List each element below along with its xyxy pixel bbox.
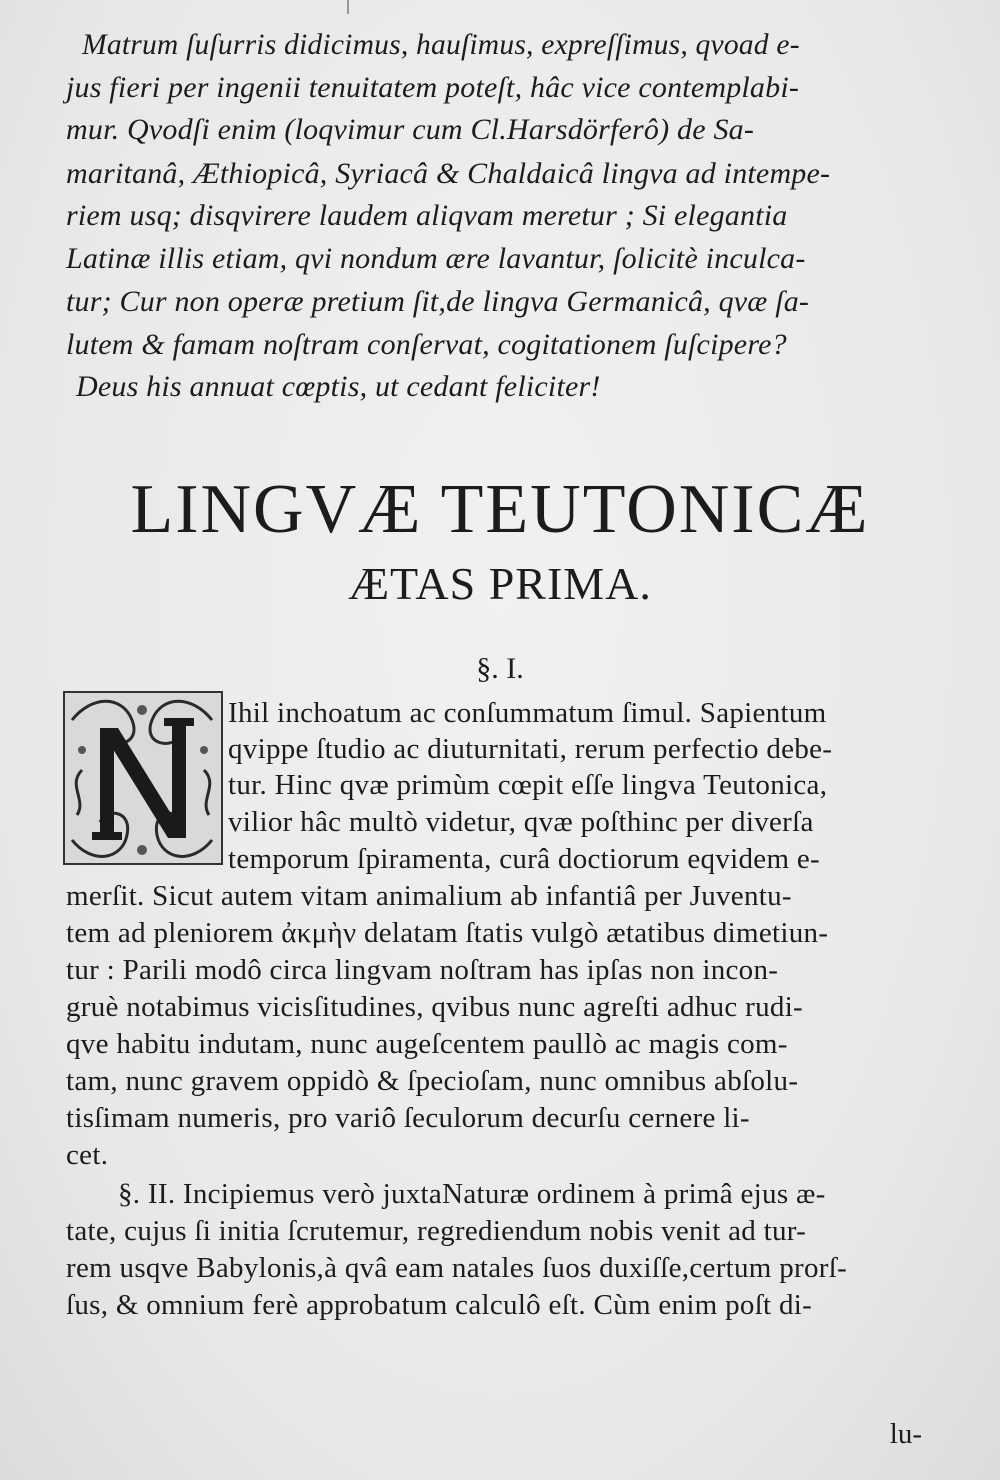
text-line: temporum ſpiramenta, curâ doctiorum eqvidem e- [228,843,820,875]
text-line: tur. Hinc qvæ primùm cœpit eſſe lingva Teutonica, [228,769,828,801]
text-line: ſus, & omnium ferè approbatum calculô eſt. Cùm enim poſt di- [66,1289,813,1321]
intro-line: Latinæ illis etiam, qvi nondum ære lavantur, ſolicitè inculca- [66,242,806,275]
ornamental-initial-n-icon [62,690,224,866]
svg-text:N: N [62,690,63,691]
text-line: §. II. Incipiemus verò juxtaNaturæ ordinem à primâ ejus æ- [118,1178,826,1210]
text-line: tem ad pleniorem ἀκμὴν delatam ſtatis vulgò ætatibus dimetiun- [66,917,829,949]
intro-line: lutem & famam noſtram conſervat, cogitationem ſuſcipere? [66,328,787,361]
text-line: tisſimam numeris, pro variô ſeculorum decurſu cernere li- [66,1102,750,1134]
intro-line: Matrum ſuſurris didicimus, hauſimus, expreſſimus, qvoad e- [82,28,800,61]
page-edge-mark [347,0,349,14]
catchword: lu- [889,1418,922,1450]
intro-line: tur; Cur non operæ pretium ſit,de lingva Germanicâ, qvæ ſa- [66,285,810,318]
text-line: vilior hâc multò videtur, qvæ poſthinc per diverſa [228,806,814,838]
intro-line: mur. Qvodſi enim (loqvimur cum Cl.Harsdörferô) de Sa- [66,113,755,146]
text-line: Ihil inchoatum ac conſummatum ſimul. Sapientum [228,697,827,729]
chapter-subtitle: ÆTAS PRIMA. [348,558,652,609]
text-line: tam, nunc gravem oppidò & ſpecioſam, nunc omnibus abſolu- [66,1065,799,1097]
text-line: merſit. Sicut autem vitam animalium ab infantiâ per Juventu- [66,880,792,912]
section-mark: §. I. [476,652,524,685]
text-line: gruè notabimus vicisſitudines, qvibus nunc agreſti adhuc rudi- [66,991,804,1023]
chapter-title: LINGVÆ TEUTONICÆ [130,471,870,548]
intro-line: riem usq; disqvirere laudem aliqvam meretur ; Si elegantia [66,199,788,232]
text-line: tur : Parili modô circa lingvam noſtram has ipſas non incon- [66,954,779,986]
text-line: rem usqve Babylonis,à qvâ eam natales ſuos duxiſſe,certum prorſ- [66,1252,848,1284]
intro-line: jus fieri per ingenii tenuitatem poteſt, hâc vice contemplabi- [66,71,800,104]
text-line: qvippe ſtudio ac diuturnitati, rerum perfectio debe- [228,733,833,765]
text-line: cet. [66,1139,109,1171]
intro-line: Deus his annuat cœptis, ut cedant feliciter! [76,370,601,403]
intro-line: maritanâ, Æthiopicâ, Syriacâ & Chaldaicâ lingva ad intempe- [66,157,831,190]
text-line: tate, cujus ſi initia ſcrutemur, regrediendum nobis venit ad tur- [66,1215,807,1247]
text-line: qve habitu indutam, nunc augeſcentem paullò ac magis com- [66,1028,788,1060]
